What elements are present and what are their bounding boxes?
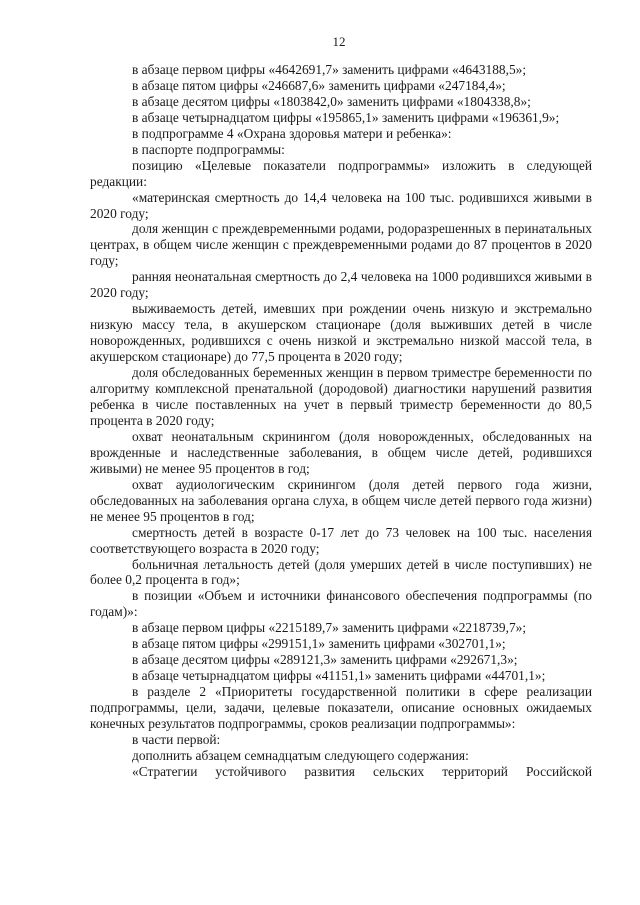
paragraph: позицию «Целевые показатели подпрограммы» изложить в следующей редакции:: [90, 157, 592, 189]
paragraph: в разделе 2 «Приоритеты государственной политики в сфере реализации подпрограммы, цели, задачи, целевые показатели, описание основных ожидаемых конечных результатов подпрограммы, сроков реализации подпрограммы»:: [90, 684, 592, 732]
paragraph: ранняя неонатальная смертность до 2,4 человека на 1000 родившихся живыми в 2020 году;: [90, 269, 592, 301]
paragraph: в абзаце первом цифры «2215189,7» заменить цифрами «2218739,7»;: [132, 620, 527, 636]
paragraph: смертность детей в возрасте 0-17 лет до 73 человек на 100 тыс. населения соответствующего возраста в 2020 году;: [90, 524, 592, 556]
paragraph: «Стратегии устойчивого развития сельских территорий Российской: [132, 763, 592, 779]
paragraph: доля обследованных беременных женщин в первом триместре беременности по алгоритму комплексной пренатальной (дородовой) диагностики нарушений развития ребенка в числе поставленных на учет в первый триместр беременности до 80,5 процента в 2020 году;: [90, 365, 592, 428]
paragraph: охват аудиологическим скринингом (доля детей первого года жизни, обследованных на заболевания органа слуха, в общем числе детей первого года жизни) не менее 95 процентов в год;: [90, 476, 592, 524]
paragraph: больничная летальность детей (доля умерших детей в числе поступивших) не более 0,2 процента в год»;: [90, 556, 592, 588]
paragraph: в абзаце четырнадцатом цифры «195865,1» заменить цифрами «196361,9»;: [132, 109, 560, 125]
paragraph: в подпрограмме 4 «Охрана здоровья матери и ребенка»:: [132, 125, 452, 141]
paragraph: в абзаце десятом цифры «1803842,0» заменить цифрами «1804338,8»;: [132, 93, 531, 109]
paragraph: в абзаце четырнадцатом цифры «41151,1» заменить цифрами «44701,1»;: [132, 668, 546, 684]
paragraph: в паспорте подпрограммы:: [132, 141, 285, 157]
paragraph: охват неонатальным скринингом (доля новорожденных, обследованных на врожденные и наследственные заболевания, в общем числе детей, родившихся живыми) не менее 95 процентов в год;: [90, 428, 592, 476]
document-body: [90, 62, 592, 780]
paragraph: в части первой:: [132, 731, 221, 747]
paragraph: выживаемость детей, имевших при рождении очень низкую и экстремально низкую массу тела, в акушерском стационаре (доля выживших детей в числе новорожденных, родившихся с очень низкой и экстремально низкой массой тела, в акушерском стационаре) до 77,5 процента в 2020 году;: [90, 301, 592, 365]
paragraph: дополнить абзацем семнадцатым следующего содержания:: [132, 747, 469, 763]
paragraph: в абзаце пятом цифры «246687,6» заменить цифрами «247184,4»;: [132, 77, 506, 93]
paragraph: в абзаце пятом цифры «299151,1» заменить цифрами «302701,1»;: [132, 636, 506, 652]
paragraph: в абзаце первом цифры «4642691,7» заменить цифрами «4643188,5»;: [132, 61, 527, 77]
page-number: 12: [332, 34, 346, 49]
paragraph: доля женщин с преждевременными родами, родоразрешенных в перинатальных центрах, в общем числе женщин с преждевременными родами до 87 процентов в 2020 году;: [90, 221, 592, 269]
paragraph: в позиции «Объем и источники финансового обеспечения подпрограммы (по годам)»:: [90, 588, 592, 620]
paragraph: в абзаце десятом цифры «289121,3» заменить цифрами «292671,3»;: [132, 652, 518, 668]
paragraph: «материнская смертность до 14,4 человека на 100 тыс. родившихся живыми в 2020 году;: [90, 189, 592, 221]
